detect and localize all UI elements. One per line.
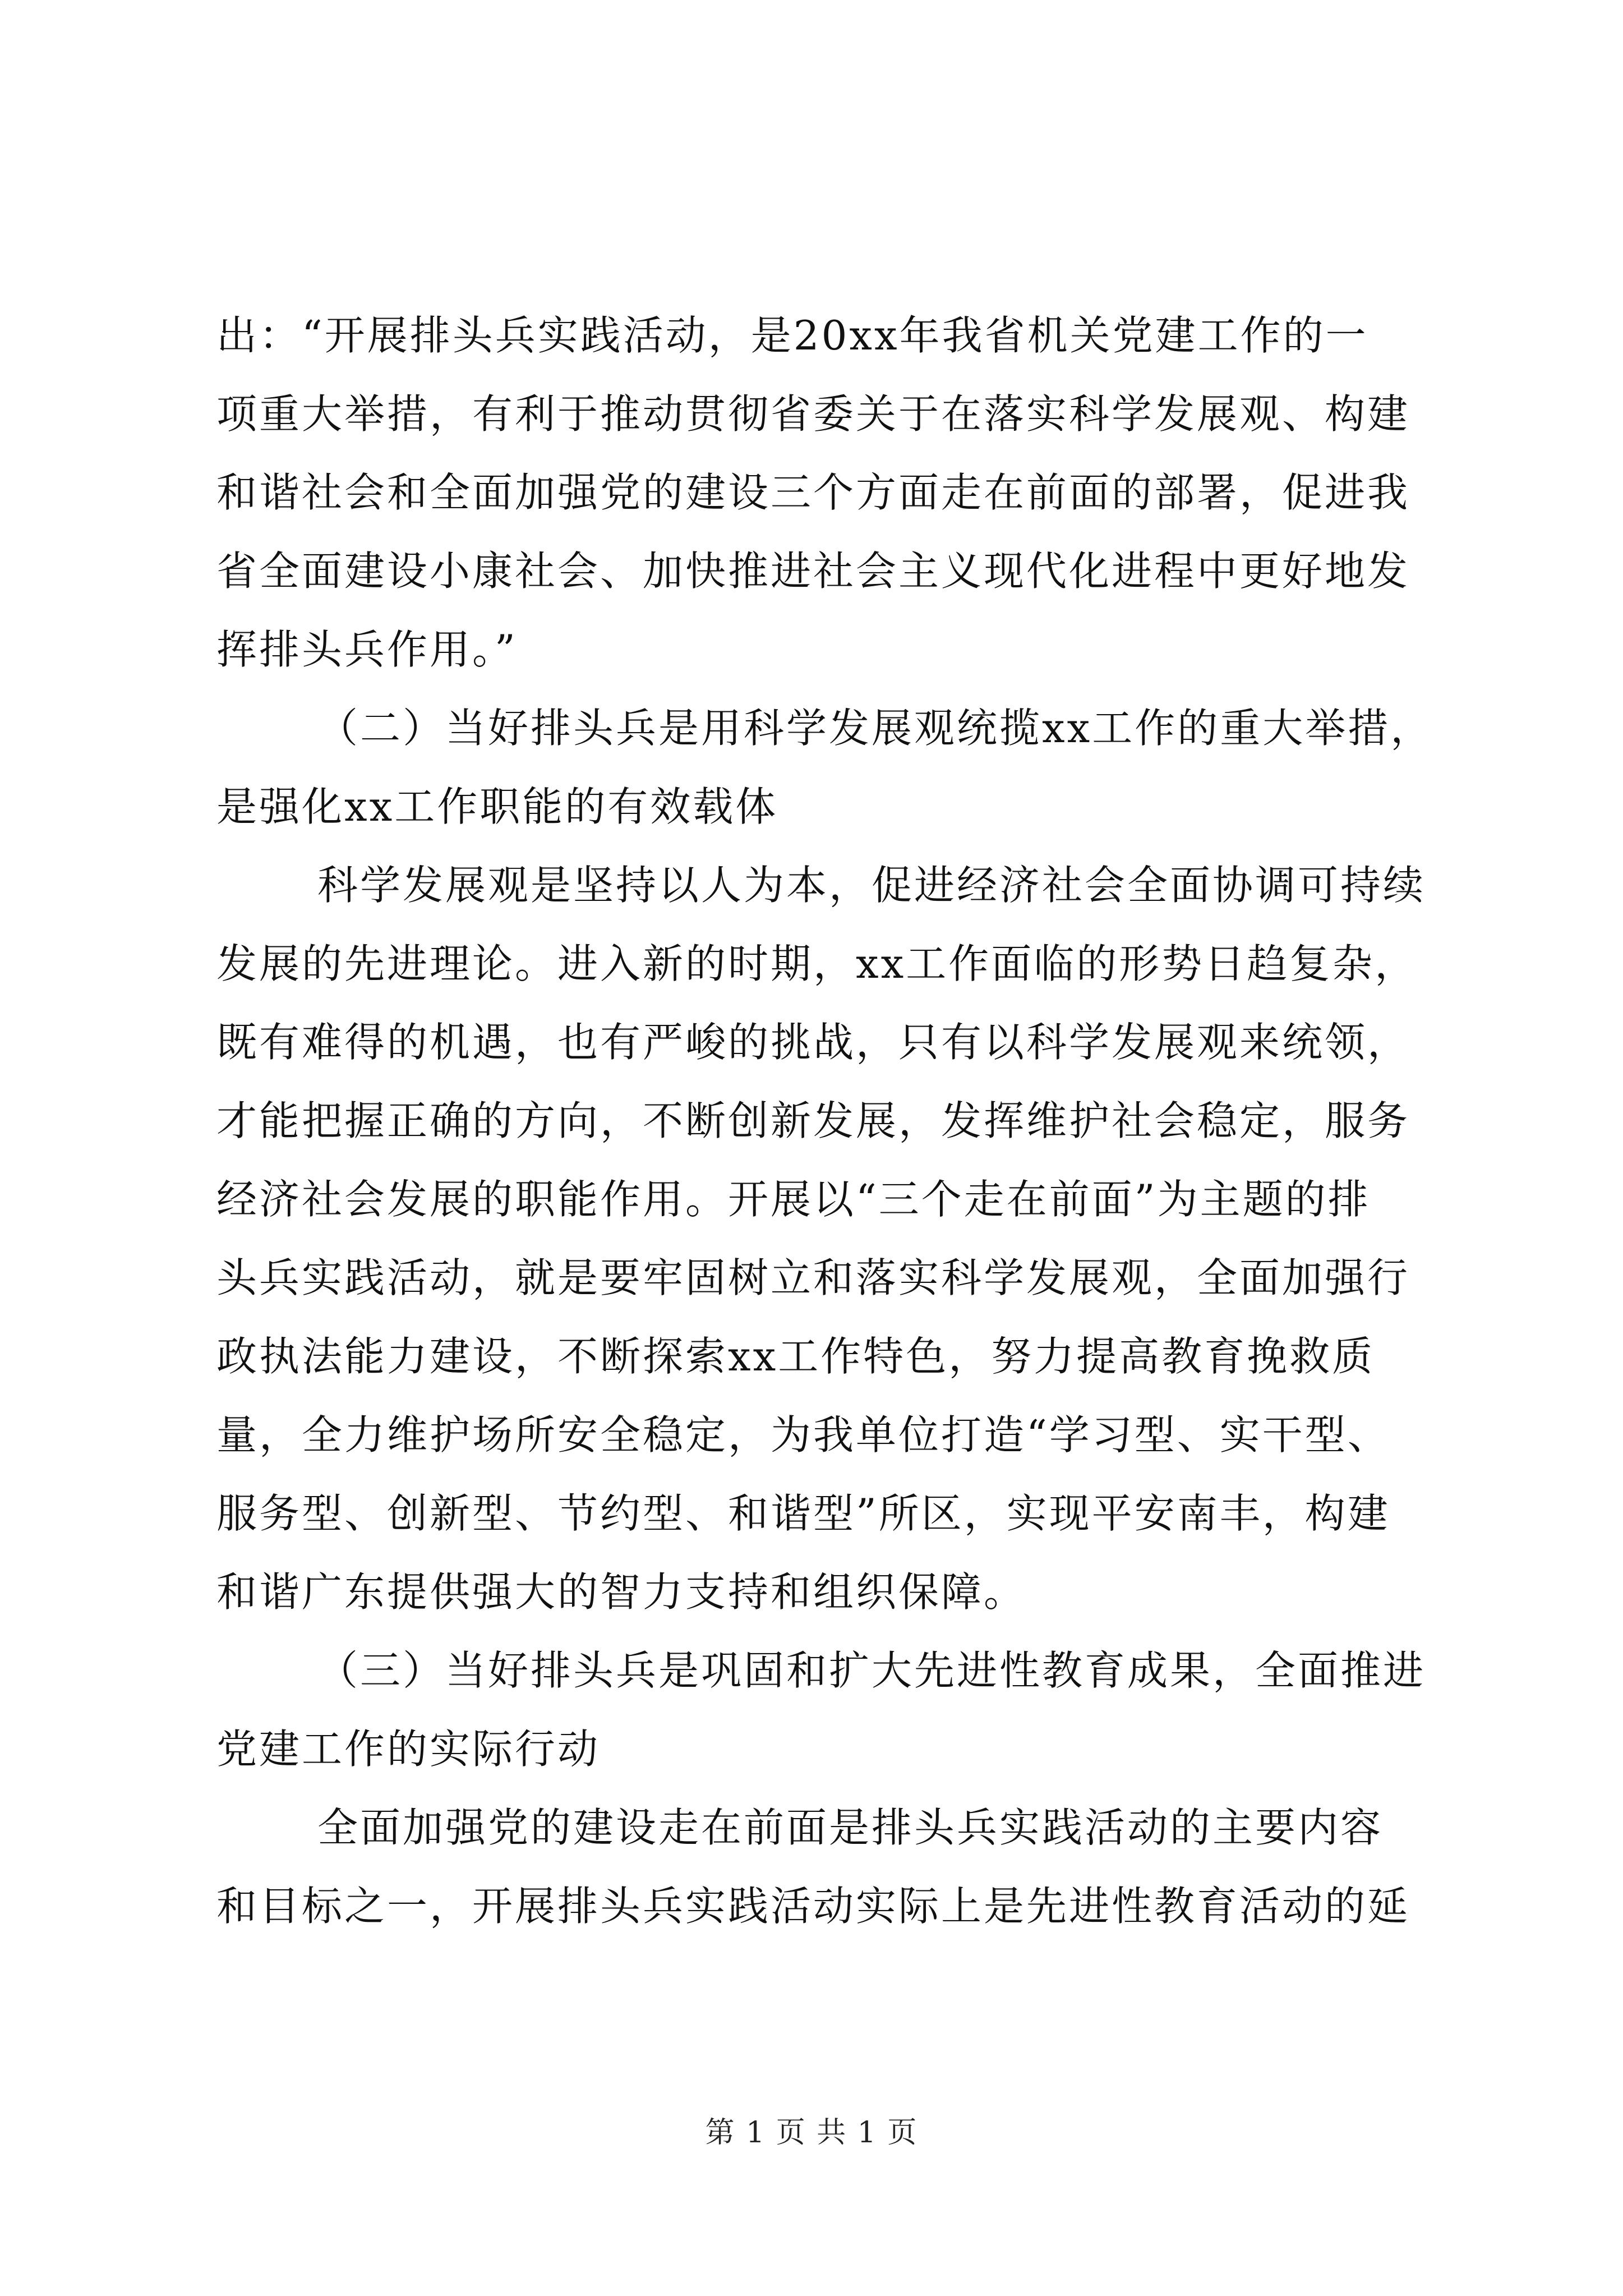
text-line: 经济社会发展的职能作用。开展以“三个走在前面”为主题的排 [216,1176,1371,1223]
text-line: 科学发展观是坚持以人为本，促进经济社会全面协调可持续 [317,862,1426,909]
section-heading-line: 是强化xx工作职能的有效载体 [216,783,778,830]
text-line: 和谐广东提供强大的智力支持和组织保障。 [216,1568,1027,1616]
text-line: 既有难得的机遇，也有严峻的挑战，只有以科学发展观来统领， [216,1019,1410,1066]
text-line: 和目标之一，开展排头兵实践活动实际上是先进性教育活动的延 [216,1883,1410,1930]
section-heading-line: （二）当好排头兵是用科学发展观统揽xx工作的重大举措， [317,705,1433,752]
text-line: 全面加强党的建设走在前面是排头兵实践活动的主要内容 [317,1804,1384,1851]
text-line: 头兵实践活动，就是要牢固树立和落实科学发展观，全面加强行 [216,1254,1410,1301]
page-footer: 第 1 页 共 1 页 [705,2116,918,2150]
section-heading-line: （三）当好排头兵是巩固和扩大先进性教育成果，全面推进 [317,1647,1426,1694]
text-line: 才能把握正确的方向，不断创新发展，发挥维护社会稳定，服务 [216,1097,1410,1144]
text-line: 和谐社会和全面加强党的建设三个方面走在前面的部署，促进我 [216,469,1410,516]
body-text [216,296,1433,1945]
text-line: 发展的先进理论。进入新的时期，xx工作面临的形势日趋复杂， [216,940,1418,987]
text-line: 省全面建设小康社会、加快推进社会主义现代化进程中更好地发 [216,547,1410,595]
text-line: 政执法能力建设，不断探索xx工作特色，努力提高教育挽救质 [216,1333,1375,1380]
text-line: 量，全力维护场所安全稳定，为我单位打造“学习型、实干型、 [216,1411,1390,1458]
text-line: 出：“开展排头兵实践活动，是20xx年我省机关党建工作的一 [216,312,1368,359]
text-line: 项重大举措，有利于推动贯彻省委关于在落实科学发展观、构建 [216,390,1410,438]
text-line: 挥排头兵作用。” [216,626,518,673]
section-heading-line: 党建工作的实际行动 [216,1726,601,1773]
text-line: 服务型、创新型、节约型、和谐型”所区，实现平安南丰，构建 [216,1490,1390,1537]
